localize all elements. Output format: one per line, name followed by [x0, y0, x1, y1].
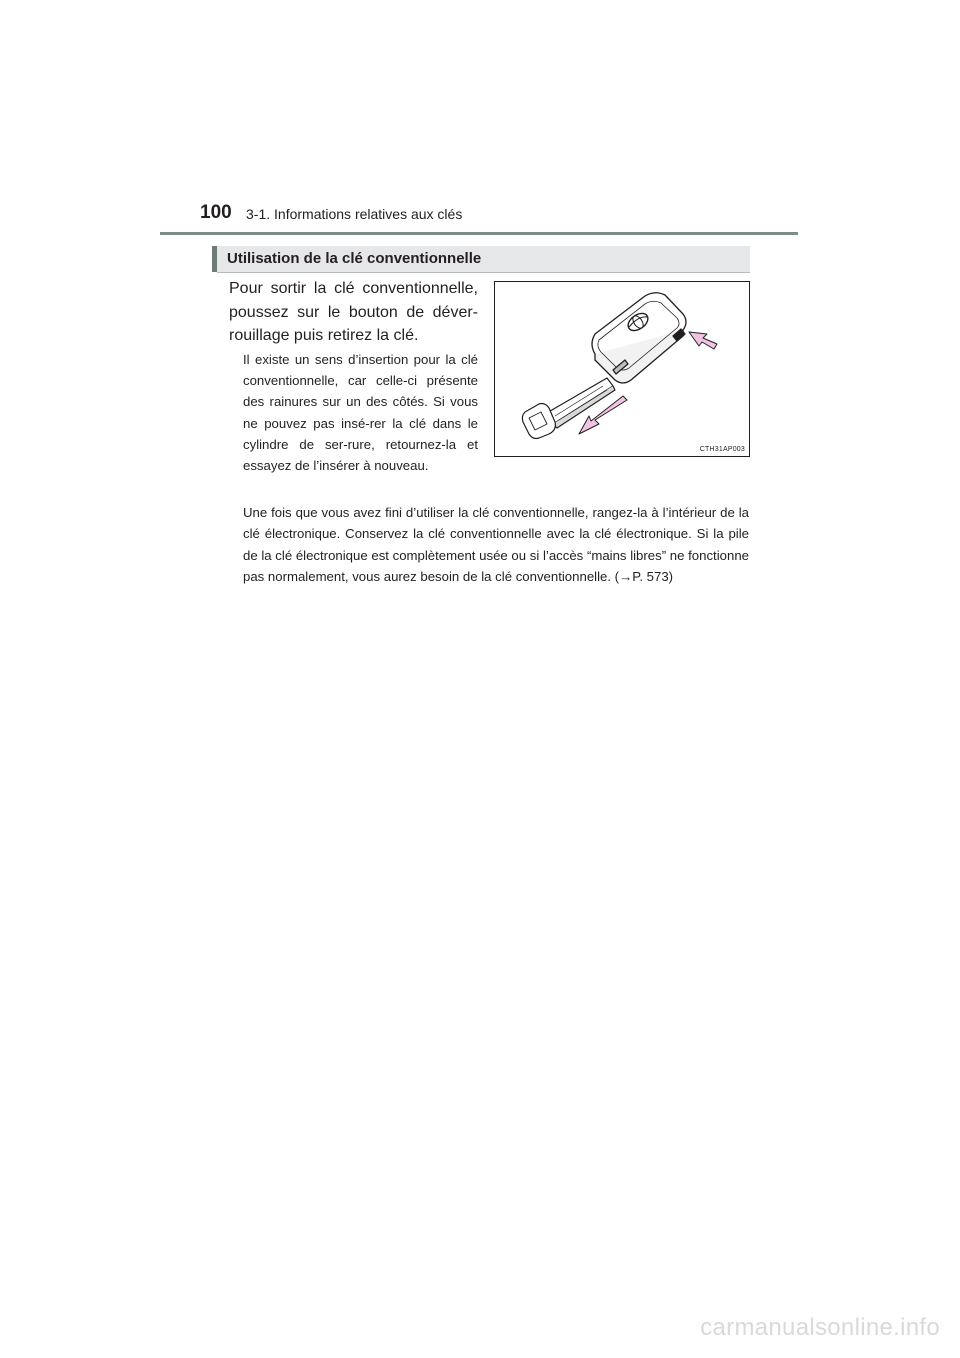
- figure-code: CTH31AP003: [699, 446, 745, 453]
- mechanical-key-icon: [522, 378, 615, 439]
- header-divider: [160, 232, 798, 235]
- section-title: Utilisation de la clé conventionnelle: [227, 250, 482, 267]
- key-illustration-svg: [495, 282, 749, 456]
- key-removal-illustration: [494, 281, 750, 457]
- electronic-key-icon: [592, 293, 686, 383]
- insertion-note-paragraph: Il existe un sens d’insertion pour la clé conventionnelle, car celle-ci présente des rainures sur un des côtés. Si vous ne pouvez pas insé-rer la clé dans le cylindre de ser-rure, retournez-la et essayez de l’insérer à nouveau.: [243, 352, 478, 474]
- section-underline: [217, 272, 750, 273]
- chapter-title: 3-1. Informations relatives aux clés: [246, 206, 463, 222]
- push-arrow-icon: [689, 332, 717, 349]
- storage-note-paragraph: Une fois que vous avez fini d’utiliser la clé conventionnelle, rangez-la à l’intérieur de la clé électronique. Conservez la clé conventionnelle avec la clé électronique. Si la pile de la clé électronique est complètement usée ou si l’accès “mains libres” ne fonctionne pas normalement, vous aurez besoin de la clé conventionnelle. (→P. 573): [243, 505, 749, 585]
- page-number: 100: [200, 202, 232, 223]
- section-heading-bar: [212, 246, 750, 272]
- instruction-paragraph: Pour sortir la clé conventionnelle, poussez sur le bouton de déver-rouillage puis retirez la clé.: [229, 280, 478, 344]
- watermark: carmanualsonline.info: [700, 1314, 940, 1341]
